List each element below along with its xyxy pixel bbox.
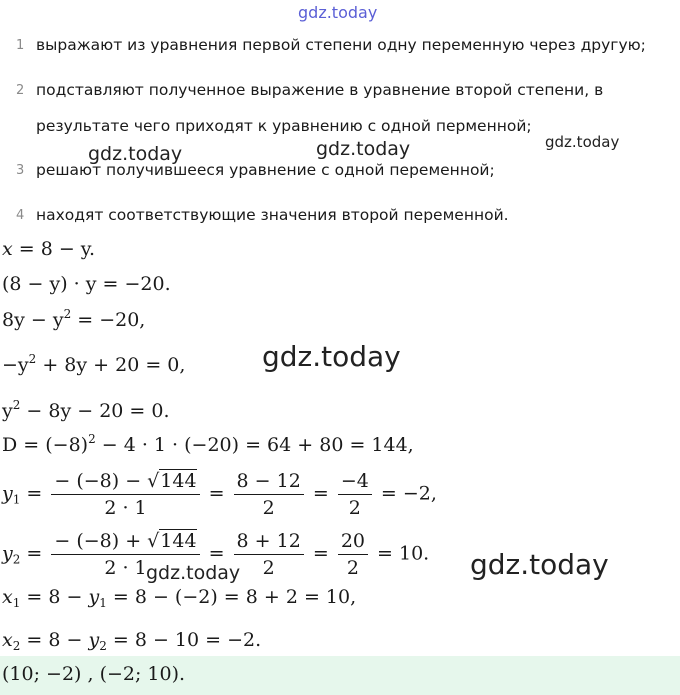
- math-line-discriminant: $D = (-8)^2 - 4 \cdot 1 \cdot (-20) = 64 + 80 = 144$,: [2, 432, 414, 456]
- fraction: $\frac{-4}{2}$: [338, 470, 372, 519]
- math-line-4: $-y^2 + 8y + 20 = 0$,: [2, 352, 186, 376]
- step-text: находят соответствующие значения второй переменной.: [36, 206, 509, 224]
- step-number: 2: [16, 83, 25, 98]
- math-line-x1: $x_1 = 8 - y_1 = 8 - (-2) = 8 + 2 = 10$,: [2, 586, 357, 610]
- answer-text: (10; −2) , (−2; 10).: [2, 663, 186, 685]
- math-line-y1: $y_1$ = $\frac{- (-8) - √144}{2 \cdot 1}$ = $\frac{8 - 12}{2}$ = $\frac{-4}{2}$ = −2,: [2, 470, 437, 519]
- math-line-1: x = 8 − y.: [2, 238, 96, 260]
- watermark: gdz.today: [262, 340, 401, 373]
- step-number: 3: [16, 163, 25, 178]
- math-line-3: $8y - y^2 = -20$,: [2, 307, 146, 331]
- watermark: gdz.today: [88, 143, 183, 165]
- math-line-2: (8 − y) · y = −20.: [2, 273, 171, 295]
- step-text: решают получившееся уравнение с одной переменной;: [36, 161, 495, 179]
- step-text-continued: результате чего приходят к уравнению с одной перменной;: [36, 117, 532, 135]
- step-number: 4: [16, 208, 25, 223]
- step-text: подставляют полученное выражение в уравнение второй степени, в: [36, 81, 604, 99]
- math-line-5: $y^2 - 8y - 20 = 0$.: [2, 398, 170, 422]
- watermark: gdz.today: [316, 138, 411, 160]
- math-line-x2: $x_2 = 8 - y_2 = 8 - 10 = -2$.: [2, 629, 262, 653]
- math-line-y2: $y_2$ = $\frac{- (-8) + √144}{2 \cdot 1}$ = $\frac{8 + 12}{2}$ = $\frac{20}{2}$ = 10.: [2, 530, 430, 579]
- fraction: $\frac{8 + 12}{2}$: [234, 530, 304, 579]
- fraction: $\frac{- (-8) + √144}{2 \cdot 1}$: [51, 530, 199, 579]
- fraction: $\frac{- (-8) - √144}{2 \cdot 1}$: [51, 470, 199, 519]
- step-text: выражают из уравнения первой степени одну переменную через другую;: [36, 36, 646, 54]
- watermark: gdz.today: [545, 133, 620, 151]
- watermark: gdz.today: [470, 548, 609, 581]
- step-number: 1: [16, 38, 25, 53]
- watermark-top: gdz.today: [298, 3, 378, 22]
- fraction: $\frac{20}{2}$: [338, 530, 368, 579]
- watermark: gdz.today: [146, 562, 241, 584]
- fraction: $\frac{8 - 12}{2}$: [234, 470, 304, 519]
- answer-box: [0, 656, 680, 695]
